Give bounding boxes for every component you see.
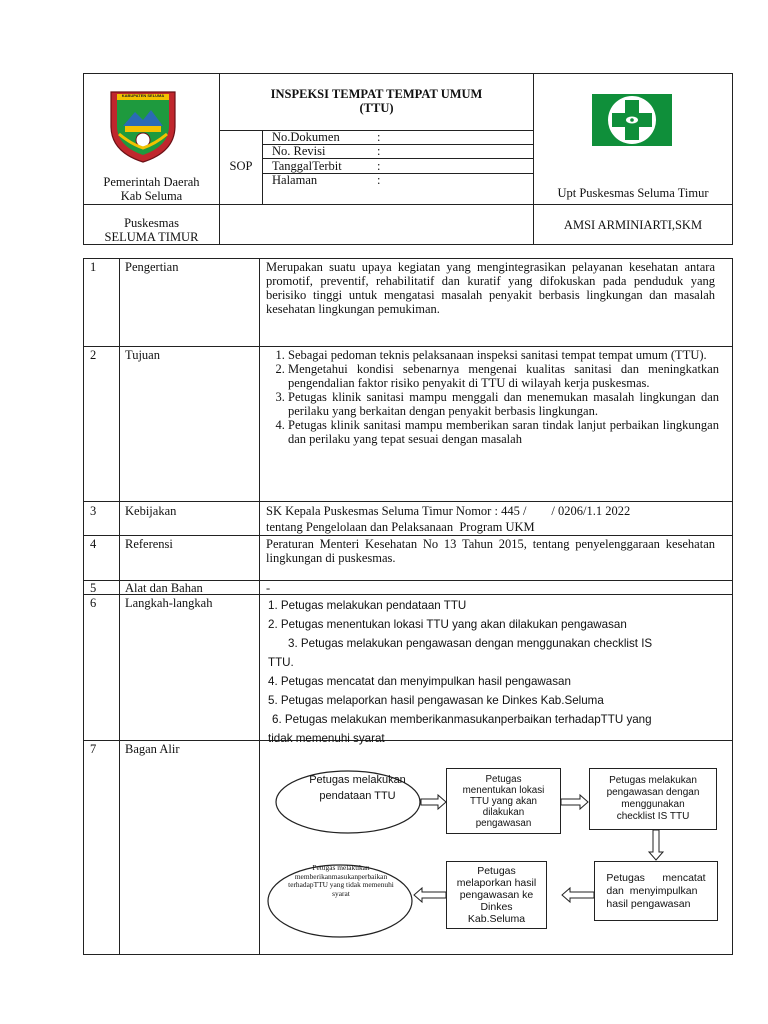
field-label: No. Revisi	[272, 144, 326, 158]
bottom-right-signer: AMSI ARMINIARTI,SKM	[563, 218, 703, 232]
logo-text: KABUPATEN SELUMA	[121, 93, 165, 98]
flow-node-melaporkan	[446, 861, 547, 929]
row-label: Referensi	[125, 537, 173, 551]
row-number: 3	[90, 504, 97, 518]
kab-seluma-logo	[105, 86, 181, 164]
flow-text: pengawasan dengan	[606, 787, 700, 798]
flow-text: dan menyimpulkan	[606, 884, 698, 897]
field-label: TanggalTerbit	[272, 159, 342, 173]
row-number: 4	[90, 537, 97, 551]
step-line: tidak memenuhi syarat	[268, 732, 385, 745]
bottom-left-line1: Puskesmas	[124, 216, 179, 230]
flow-text: memberikanmasukanperbaikan	[294, 871, 388, 881]
step-line: TTU.	[268, 656, 294, 669]
row-text: -	[266, 581, 271, 595]
step-line: 5. Petugas melaporkan hasil pengawasan ke Dinkes Kab.Seluma	[268, 694, 604, 707]
list-item: 4. Petugas klinik sanitasi mampu memberikan saran tindak lanjut perbaikan lingkungan dan perilaku yang tepat sesuai dengan masalah	[288, 418, 719, 446]
flow-text: Petugas melakukan	[309, 774, 406, 786]
left-org-line2: Kab Seluma	[120, 189, 183, 203]
flow-node-lokasi	[446, 768, 561, 834]
list-item: 2. Mengetahui kondisi sebenarnya mengenai kualitas sanitasi dan meningkatkan pengendalian faktor risiko penyakit di TTU di wilayah kerja puskesmas.	[288, 362, 719, 390]
arrow-right-2	[561, 795, 588, 809]
flow-node-pendataan	[290, 772, 425, 804]
row-number: 5	[90, 581, 97, 595]
list-item: 1. Sebagai pedoman teknis pelaksanaan inspeksi sanitasi tempat tempat umum (TTU).	[288, 348, 719, 362]
flow-text: pendataan TTU	[319, 790, 396, 802]
flow-text: menggunakan	[621, 799, 685, 810]
flow-text: Dinkes	[480, 901, 513, 913]
flow-text: pengawasan	[475, 817, 532, 829]
row-number: 6	[90, 596, 97, 610]
step-line: 1. Petugas melakukan pendataan TTU	[268, 599, 467, 612]
flow-text: Petugas melakukan	[609, 775, 697, 786]
row-text: SK Kepala Puskesmas Seluma Timur Nomor : 445 / / 0206/1.1 2022	[266, 504, 631, 518]
step-line: 4. Petugas mencatat dan menyimpulkan hasil pengawasan	[268, 675, 571, 688]
step-line: 3. Petugas melakukan pengawasan dengan menggunakan checklist IS	[288, 637, 653, 650]
flow-text: checklist IS TTU	[616, 811, 690, 822]
flow-text: Kab.Seluma	[467, 913, 526, 925]
row-label: Alat dan Bahan	[125, 581, 203, 595]
flow-node-perbaikan	[280, 864, 402, 898]
right-org: Upt Puskesmas Seluma Timur	[557, 186, 709, 200]
field-label: Halaman	[272, 173, 318, 187]
arrow-left-1	[562, 888, 594, 902]
flow-text: pengawasan ke	[459, 889, 534, 901]
bottom-left-line2: SELUMA TIMUR	[104, 230, 199, 244]
flow-text: Petugas mencatat	[606, 871, 706, 884]
doc-title-line1: INSPEKSI TEMPAT TEMPAT UMUM	[270, 87, 483, 101]
doc-title-line2: (TTU)	[359, 101, 394, 115]
tujuan-list	[266, 348, 719, 446]
step-line: 2. Petugas menentukan lokasi TTU yang akan dilakukan pengawasan	[268, 618, 627, 631]
flow-text: melaporkan hasil	[456, 877, 537, 889]
row-number: 7	[90, 742, 97, 756]
row-label: Kebijakan	[125, 504, 177, 518]
flow-text: syarat	[332, 888, 350, 898]
puskesmas-logo	[592, 94, 672, 146]
flow-text: Petugas	[477, 865, 516, 877]
flow-node-mencatat	[594, 861, 718, 921]
row-text: Merupakan suatu upaya kegiatan yang mengintegrasikan pelayanan kesehatan antara promotif, preventif, rehabilitatif dan kuratif yang difokuskan pada penduduk yang berisiko tinggi untuk mengatasi masalah penyakit berbasis lingkungan dan masalah kesehatan lingkungan pemukiman.	[266, 260, 715, 316]
flow-text: menentukan lokasi	[462, 784, 545, 796]
arrow-left-2	[414, 888, 446, 902]
step-line: 6. Petugas melakukan memberikanmasukanperbaikan terhadapTTU yang	[272, 713, 652, 726]
flow-text: Petugas melakukan	[312, 863, 370, 872]
arrow-down	[649, 830, 663, 860]
flow-text: hasil pengawasan	[606, 897, 691, 910]
flow-text: Petugas	[485, 773, 522, 785]
left-org-line1: Pemerintah Daerah	[103, 175, 200, 189]
flow-text: terhadapTTU yang tidak memenuhi	[288, 880, 394, 889]
row-label: Pengertian	[125, 260, 179, 274]
row-label: Langkah-langkah	[125, 596, 213, 610]
field-label: No.Dokumen	[272, 130, 340, 144]
steps-list	[268, 596, 652, 748]
field-colon: :	[377, 130, 381, 144]
row-number: 2	[90, 348, 97, 362]
flow-text: dilakukan	[482, 806, 525, 818]
flow-node-pengawasan	[589, 768, 717, 830]
row-text: tentang Pengelolaan dan Pelaksanaan Program UKM	[266, 520, 535, 534]
field-colon: :	[377, 173, 381, 187]
field-colon: :	[377, 144, 381, 158]
row-text: Peraturan Menteri Kesehatan No 13 Tahun 2015, tentang penyelenggaraan kesehatan lingkungan di puskesmas.	[266, 537, 715, 565]
row-label: Tujuan	[125, 348, 160, 362]
row-label: Bagan Alir	[125, 742, 180, 756]
list-item: 3. Petugas klinik sanitasi mampu menggali dan menemukan masalah lingkungan dan perilaku yang berkaitan dengan penyakit berbasis lingkungan.	[288, 390, 719, 418]
flow-text: TTU yang akan	[470, 795, 537, 807]
field-colon: :	[377, 159, 381, 173]
row-number: 1	[90, 260, 97, 274]
sop-label: SOP	[229, 159, 253, 173]
